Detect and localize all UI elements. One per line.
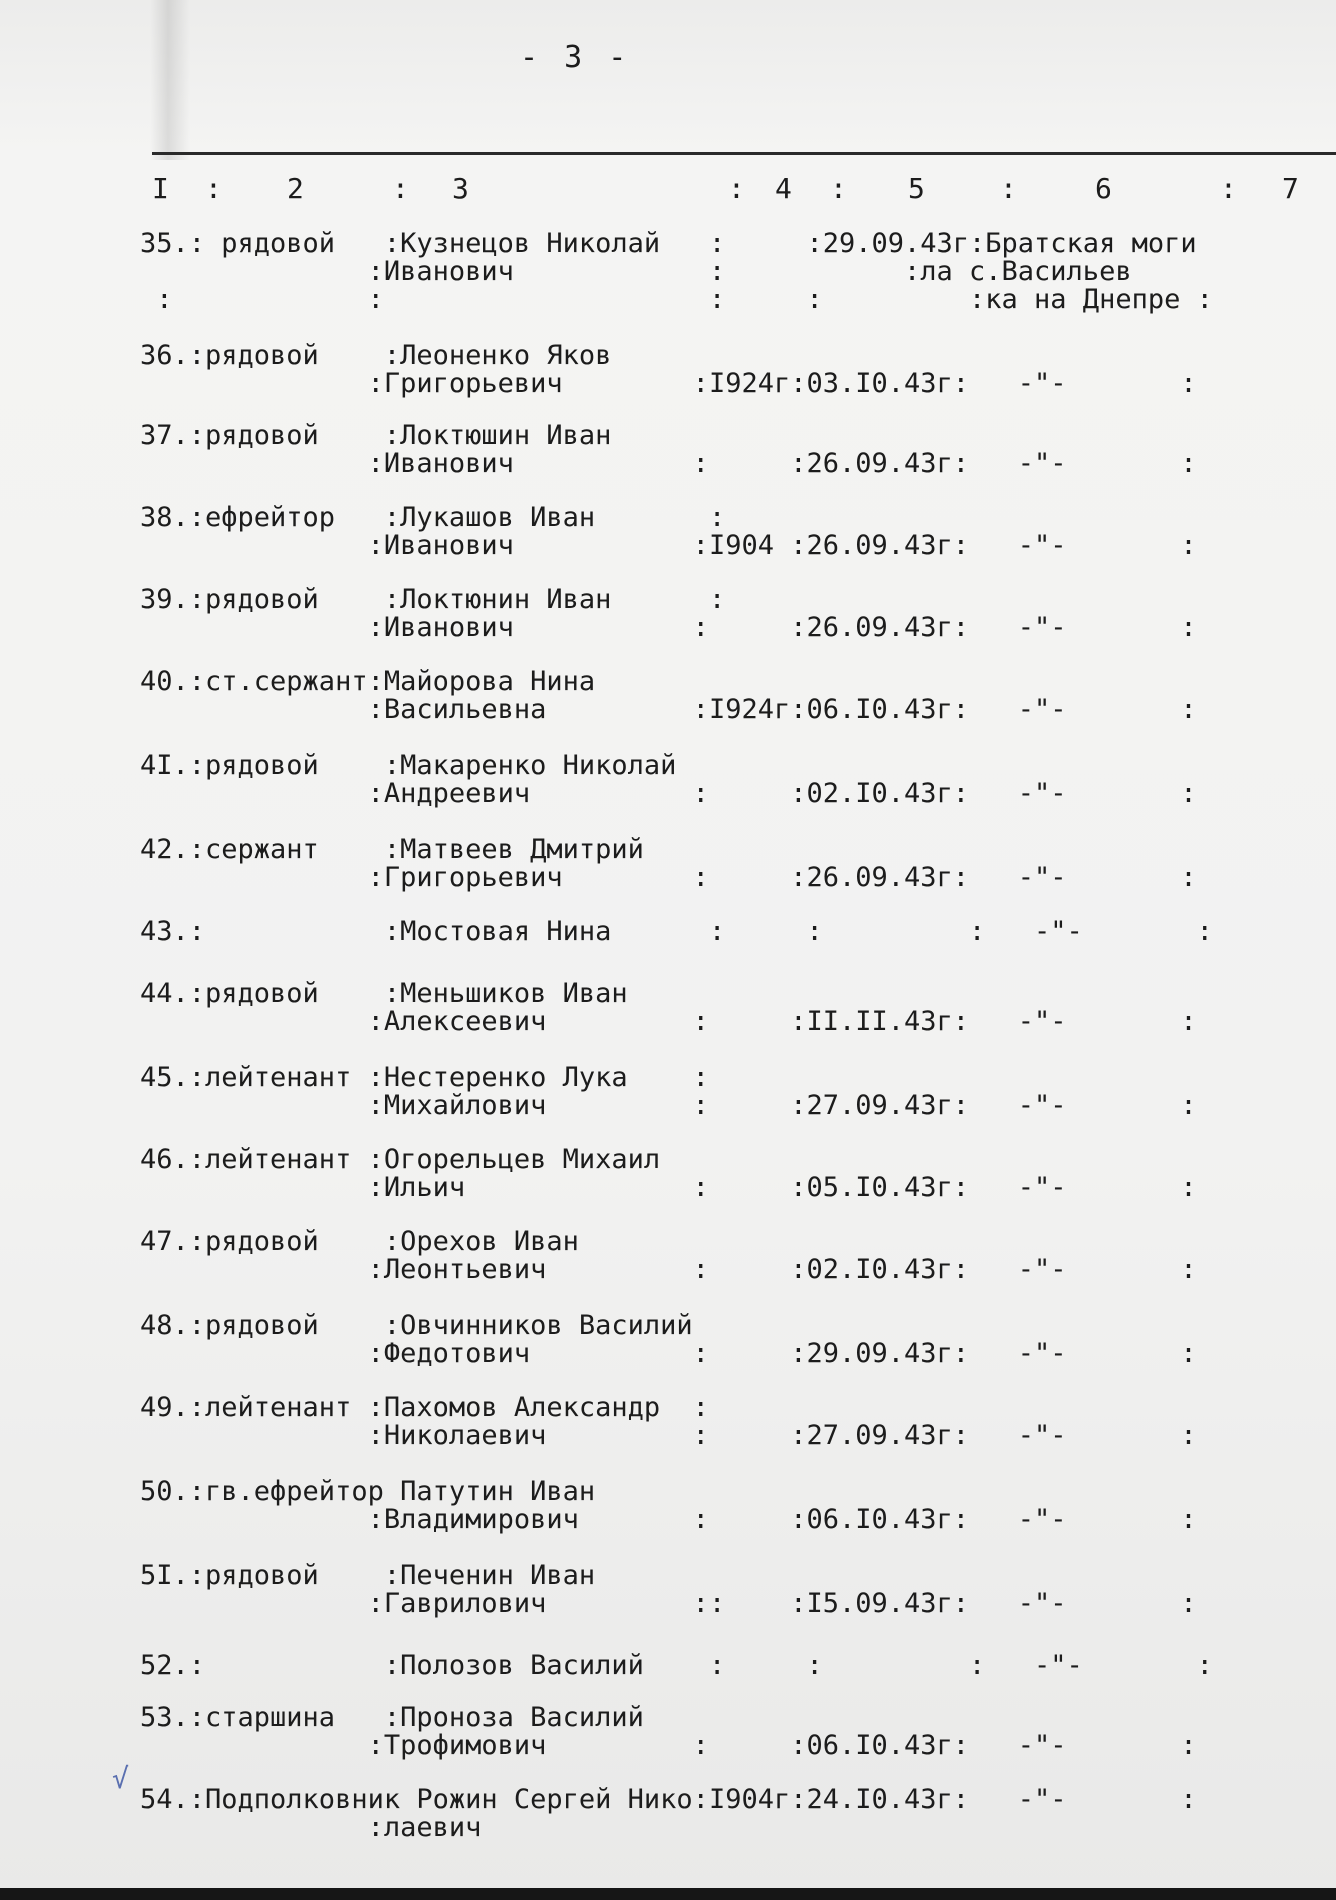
scan-border (0, 1888, 1336, 1900)
table-row-line1: 53.:старшина :Проноза Василий (140, 1702, 644, 1733)
table-row-line1: 45.:лейтенант :Нестеренко Лука : (140, 1062, 709, 1093)
table-row-line1: 37.:рядовой :Локтюшин Иван (140, 420, 612, 451)
table-row-line1: 48.:рядовой :Овчинников Василий (140, 1310, 693, 1341)
table-row-line2: :Ильич : :05.I0.43г: -"- : (140, 1172, 1197, 1203)
table-row-line2: :Николаевич : :27.09.43г: -"- : (140, 1420, 1197, 1451)
table-row-line2: :Михайлович : :27.09.43г: -"- : (140, 1090, 1197, 1121)
table-row-line1: 35.: рядовой :Кузнецов Николай : :29.09.43г:Братская моги (140, 228, 1197, 259)
table-row-line2: :Григорьевич : :26.09.43г: -"- : (140, 862, 1197, 893)
table-row-line2: :Иванович : :26.09.43г: -"- : (140, 612, 1197, 643)
page-number: - 3 - (520, 40, 631, 75)
table-row-line2: :Иванович : :ла с.Васильев (140, 256, 1132, 287)
table-row-line1: 5I.:рядовой :Печенин Иван (140, 1560, 596, 1591)
header-col-3: 3 (452, 172, 469, 205)
table-row-line2: :Григорьевич :I924г:03.I0.43г: -"- : (140, 368, 1197, 399)
table-row-line2: :Иванович : :26.09.43г: -"- : (140, 448, 1197, 479)
table-row-line1: 4I.:рядовой :Макаренко Николай (140, 750, 677, 781)
paper-fold-shadow (150, 0, 190, 160)
header-sep: : (392, 172, 409, 205)
table-row-line2: :Иванович :I904 :26.09.43г: -"- : (140, 530, 1197, 561)
table-row-line1: 40.:ст.сержант:Майорова Нина (140, 666, 596, 697)
header-col-7: 7 (1282, 172, 1299, 205)
table-row-line1: 46.:лейтенант :Огорельцев Михаил (140, 1144, 661, 1175)
header-col-2: 2 (287, 172, 304, 205)
header-col-4: 4 (775, 172, 792, 205)
table-row-line2: :Владимирович : :06.I0.43г: -"- : (140, 1504, 1197, 1535)
table-row-line2: :Васильевна :I924г:06.I0.43г: -"- : (140, 694, 1197, 725)
table-row-line1: 44.:рядовой :Меньшиков Иван (140, 978, 628, 1009)
header-sep: : (728, 172, 745, 205)
table-row-line1: 54.:Подполковник Рожин Сергей Нико:I904г:24.I0.43г: -"- : (140, 1784, 1197, 1815)
table-row-line1: 38.:ефрейтор :Лукашов Иван : (140, 502, 726, 533)
table-row-line2: :Андреевич : :02.I0.43г: -"- : (140, 778, 1197, 809)
table-row-line1: 42.:сержант :Матвеев Дмитрий (140, 834, 644, 865)
header-sep: : (1000, 172, 1017, 205)
table-row-line2: :Алексеевич : :II.II.43г: -"- : (140, 1006, 1197, 1037)
table-row-line2: :лаевич (140, 1812, 482, 1843)
header-col-1: I (152, 172, 169, 205)
header-sep: : (830, 172, 847, 205)
header-col-6: 6 (1095, 172, 1112, 205)
table-row-line2: :Федотович : :29.09.43г: -"- : (140, 1338, 1197, 1369)
table-row-line3: : : : : :ка на Днепре : (140, 284, 1213, 315)
table-row-line1: 36.:рядовой :Леоненко Яков (140, 340, 612, 371)
table-row-line1: 47.:рядовой :Орехов Иван (140, 1226, 579, 1257)
header-col-5: 5 (908, 172, 925, 205)
table-row-line1: 52.: :Полозов Василий : : : -"- : (140, 1650, 1213, 1681)
table-row-line1: 43.: :Мостовая Нина : : : -"- : (140, 916, 1213, 947)
header-sep: : (205, 172, 222, 205)
header-sep: : (1220, 172, 1237, 205)
table-row-line2: :Трофимович : :06.I0.43г: -"- : (140, 1730, 1197, 1761)
table-top-rule (152, 152, 1336, 155)
check-mark: √ (112, 1762, 129, 1795)
table-row-line1: 49.:лейтенант :Пахомов Александр : (140, 1392, 709, 1423)
table-row-line1: 50.:гв.ефрейтор Патутин Иван (140, 1476, 596, 1507)
table-row-line1: 39.:рядовой :Локтюнин Иван : (140, 584, 726, 615)
table-row-line2: :Леонтьевич : :02.I0.43г: -"- : (140, 1254, 1197, 1285)
table-row-line2: :Гаврилович :: :I5.09.43г: -"- : (140, 1588, 1197, 1619)
